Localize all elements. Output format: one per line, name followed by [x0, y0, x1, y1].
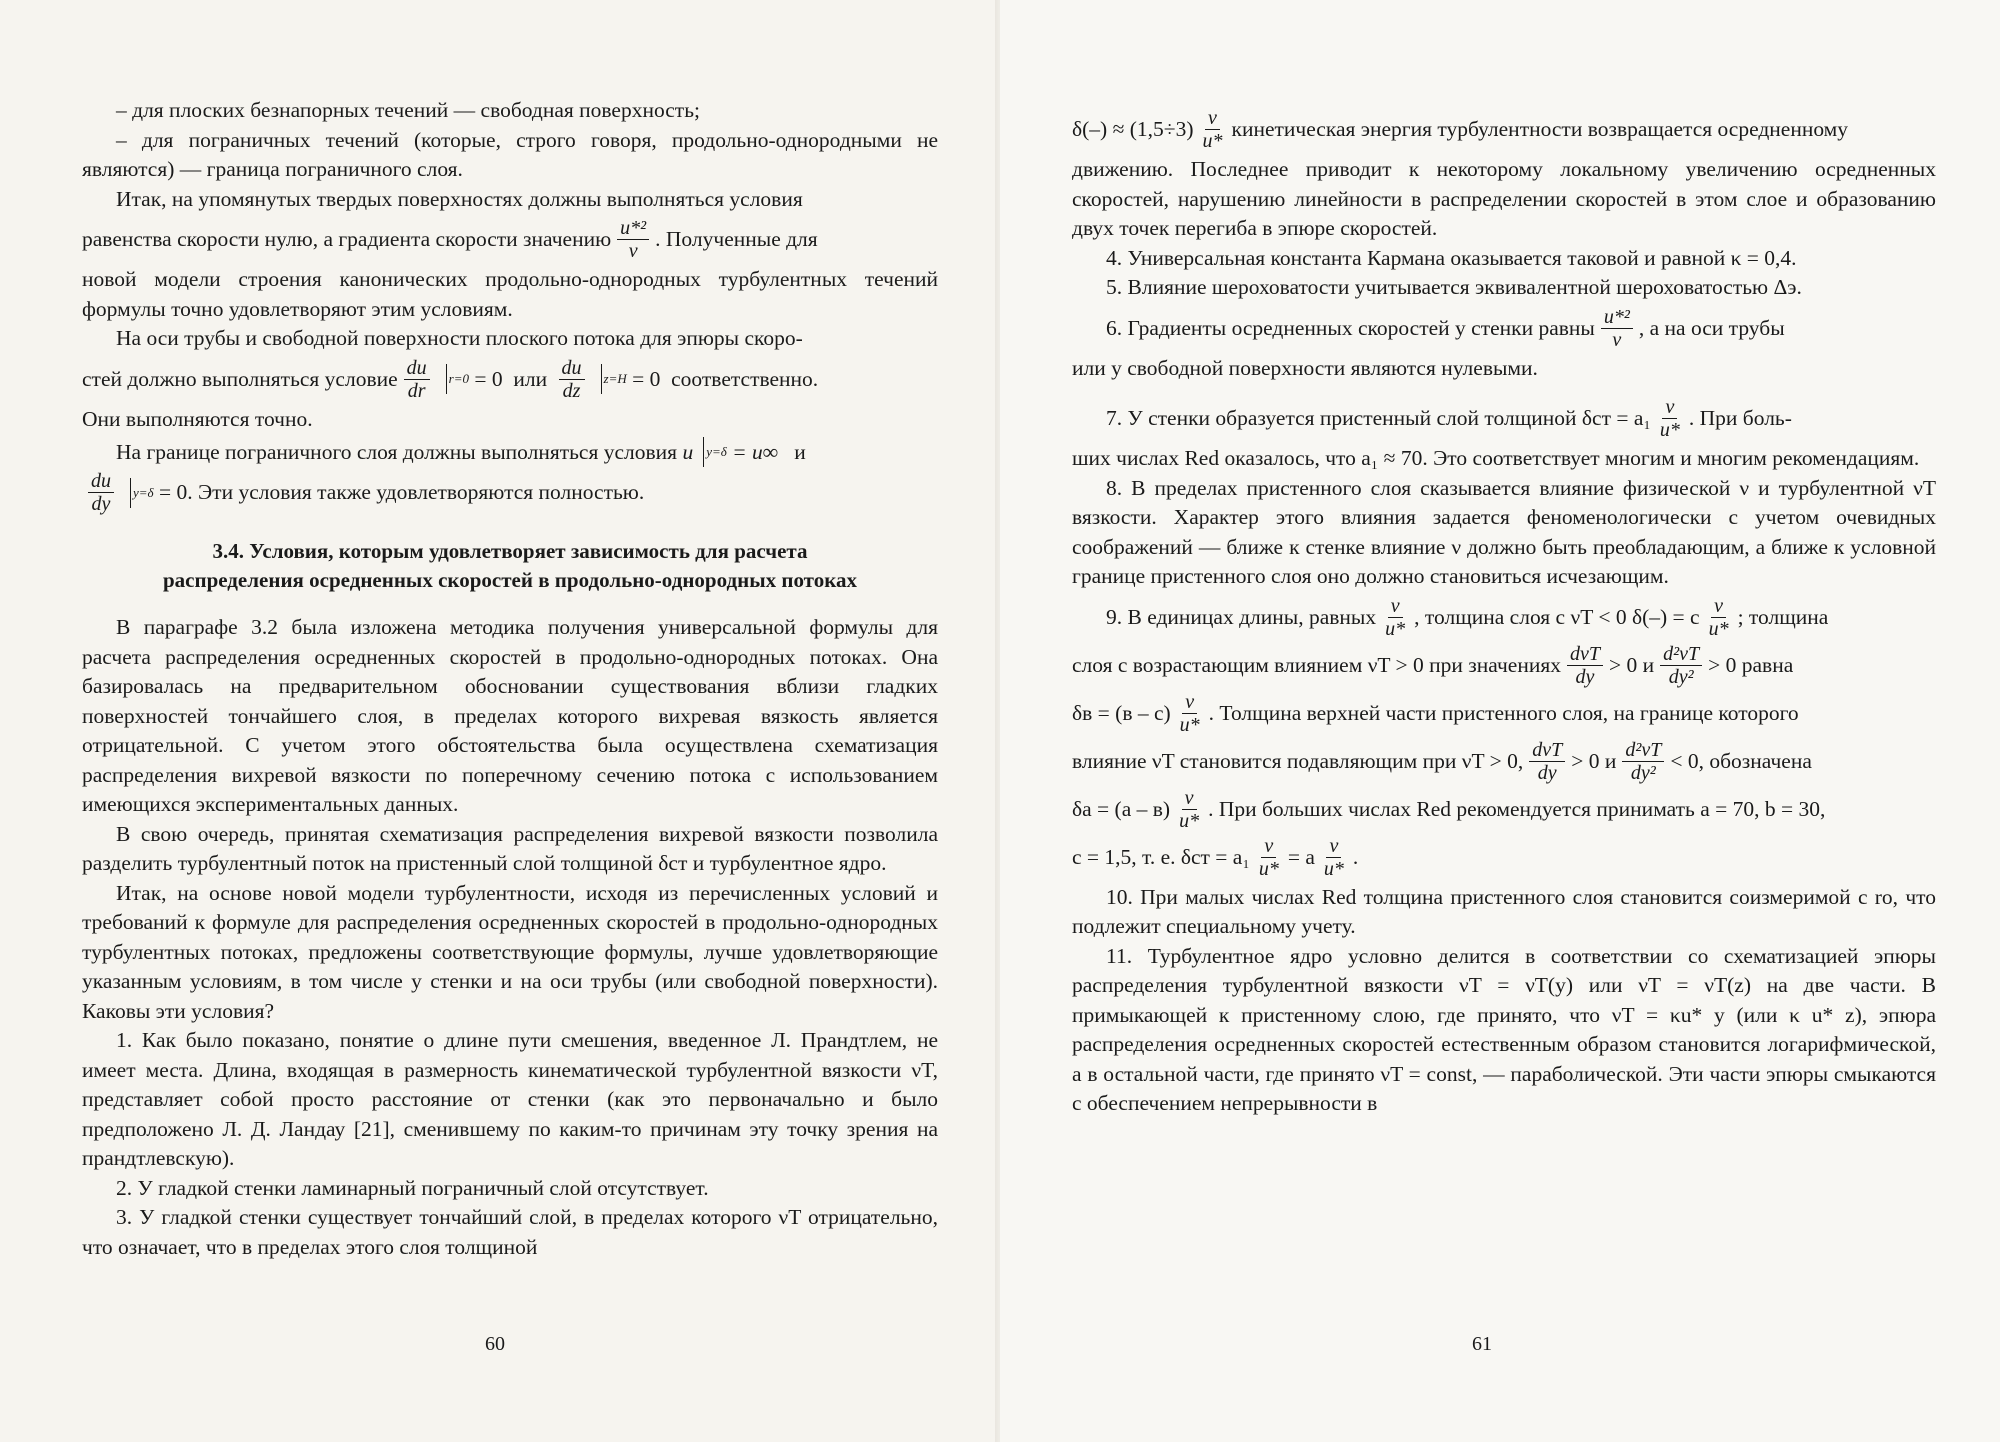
fraction: $\frac{du}{dy}$	[88, 470, 114, 515]
page-number: 61	[1472, 1333, 1492, 1355]
formula-line: 6. Градиенты осредненных скоростей у стенки равны $\frac{\text{u*²}}{\nu}$ , а на оси трубы	[1106, 305, 1785, 351]
list-item: 5. Влияние шероховатости учитывается эквивалентной шероховатостью Δэ.	[1106, 275, 1802, 299]
fraction: $\frac{\nu}{u*}$	[1179, 690, 1200, 736]
list-item: 8. В пределах пристенного слоя сказывается влияние физической ν и турбулентной νT вязкости. Характер этого влияния задается феноменологически с учетом очевидных соображений — ближе к стенке влияние ν должно быть преобладающим, а ближе к условной границе пристенного слоя оно должно становиться исчезающим.	[1072, 475, 1936, 588]
formula-line: 9. В единицах длины, равных $\frac{\nu}{u*}$ , толщина слоя с νT < 0 δ(–) = c $\frac{\nu}{u*}$ ; толщина	[1106, 594, 1829, 640]
fraction: $\frac{\text{d²νT}}{\text{dy²}}$	[1622, 739, 1664, 784]
formula-line: $\frac{du}{dy}$ y=δ = 0 . Эти условия также удовлетворяются полностью.	[82, 470, 938, 515]
formula-line: δ(–) ≈ (1,5÷3) $\frac{\nu}{u*}$ кинетическая энергия турбулентности возвращается осредненному	[1072, 107, 1849, 152]
fraction: $\frac{\nu}{u*}$	[1323, 834, 1344, 880]
paragraph: Итак, на основе новой модели турбулентности, исходя из перечисленных условий и требований к формуле для распределения осредненных скоростей в продольно-однородных турбулентных потоках, предложены соответствующие формулы, лучше удовлетворяющие указанным условиям, в том числе у стенки и на оси трубы (или свободной поверхности). Каковы эти условия?	[82, 880, 938, 1023]
text-line: На оси трубы и свободной поверхности плоского потока для эпюры скоро-	[116, 326, 803, 350]
paragraph: В свою очередь, принятая схематизация распределения вихревой вязкости позволила разделить турбулентный поток на пристенный слой толщиной δст и турбулентное ядро.	[82, 821, 938, 875]
text-line: Они выполняются точно.	[82, 406, 313, 431]
formula-line: слоя с возрастающим влиянием νT > 0 при значениях $\frac{\text{dνT}}{dy}$ > 0 и $\frac{\text{d²νT}}{\text{dy²}}$ > 0 равна	[1072, 642, 1794, 688]
fraction: $\frac{du}{dz}$	[559, 357, 585, 402]
fraction: $\frac{du}{dr}$	[404, 357, 430, 402]
formula-line: c = 1,5, т. е. δст = a₁ $\frac{\nu}{u*}$ = a $\frac{\nu}{u*}$ .	[1072, 834, 1359, 880]
fraction: $\frac{\text{u*²}}{\nu}$	[1601, 306, 1633, 351]
text-line: или у свободной поверхности являются нулевыми.	[1072, 355, 1538, 380]
paragraph: 2. У гладкой стенки ламинарный пограничный слой отсутствует.	[116, 1175, 709, 1200]
fraction: $\frac{\nu}{u*}$	[1659, 396, 1680, 441]
fraction: $\frac{\text{dνT}}{dy}$	[1529, 739, 1565, 784]
formula-line: равенства скорости нулю, а градиента скорости значению $\frac{\text{u*²}}{\nu}$ . Полученные для	[82, 217, 818, 262]
section-heading: 3.4. Условия, которым удовлетворяет зависимость для расчета распределения осредненных скоростей в продольно-однородных потоках	[162, 539, 858, 592]
page-number: 60	[485, 1333, 505, 1355]
fraction: $\frac{\text{u*²}}{\nu}$	[617, 217, 649, 262]
fraction: $\frac{\text{d²νT}}{\text{dy²}}$	[1660, 643, 1702, 688]
fraction: $\frac{\nu}{u*}$	[1202, 107, 1223, 152]
paragraph: 3. У гладкой стенки существует тончайший слой, в пределах которого νT отрицательно, что означает, что в пределах этого слоя толщиной	[82, 1205, 938, 1259]
text-line: ших числах Red оказалось, что a₁ ≈ 70. Это соответствует многим и многим рекомендациям.	[1072, 446, 1920, 470]
text-line: – для пограничных течений (которые, строго говоря, продольно-однородными не являются) — граница пограничного слоя.	[82, 127, 938, 181]
paragraph: 1. Как было показано, понятие о длине пути смешения, введенное Л. Прандтлем, не имеет места. Длина, входящая в размерность кинематической турбулентной вязкости νT, представляет собой просто расстояние от стенки (как это первоначально и было предположено Л. Д. Ландау [21], сменившему по каким-то причинам эту точку зрения на прандтлевскую).	[82, 1028, 938, 1170]
fraction: $\frac{\nu}{u*}$	[1708, 594, 1729, 640]
formula-line: δa = (a – в) $\frac{\nu}{u*}$ . При больших числах Red рекомендуется принимать a = 70, b = 30,	[1072, 786, 1826, 832]
fraction: $\frac{\text{dνT}}{dy}$	[1567, 643, 1603, 688]
text-line: новой модели строения канонических продольно-однородных турбулентных течений формулы точно удовлетворяют этим условиям.	[82, 267, 938, 321]
text-line: Итак, на упомянутых твердых поверхностях должны выполняться условия	[116, 186, 803, 211]
formula-line: влияние νT становится подавляющим при νT > 0, $\frac{\text{dνT}}{dy}$ > 0 и $\frac{\text{d²νT}}{\text{dy²}}$ < 0, обозначена	[1072, 738, 1812, 784]
paragraph: движению. Последнее приводит к некоторому локальному увеличению осредненных скоростей, нарушению линейности в распределении скоростей в этом слое и образованию двух точек перегиба в эпюре скоростей.	[1072, 157, 1936, 240]
formula-line: стей должно выполняться условие $\frac{du}{dr}$ r=0 = 0 или $\frac{du}{dz}$ z=H = 0 соответственно.	[82, 356, 819, 402]
formula-line: На границе пограничного слоя должны выполняться условия u y=δ = u∞ и	[116, 437, 938, 467]
fraction: $\frac{\nu}{u*}$	[1179, 786, 1200, 832]
formula-line: δв = (в – c) $\frac{\nu}{u*}$ . Толщина верхней части пристенного слоя, на границе которого	[1072, 690, 1799, 736]
list-item: 11. Турбулентное ядро условно делится в соответствии со схематизацией эпюры распределения турбулентной вязкости νT = νT(y) или νT = νT(z) на две части. В примыкающей к пристенному слою, где принято, что νT = κu* y (или κ u* z), эпюра распределения осредненных скоростей естественным образом становится логарифмической, а в остальной части, где принято νT = const, — параболической. Эти части эпюры смыкаются с обеспечением непрерывности в	[1072, 943, 1936, 1115]
fraction: $\frac{\nu}{u*}$	[1258, 834, 1279, 880]
list-item: 10. При малых числах Red толщина пристенного слоя становится соизмеримой с ro, что подлежит специальному учету.	[1072, 884, 1936, 938]
fraction: $\frac{\nu}{u*}$	[1385, 594, 1406, 640]
right-page	[1000, 0, 2000, 1442]
list-item: 4. Универсальная константа Кармана оказывается таковой и равной κ = 0,4.	[1106, 245, 1797, 270]
paragraph: В параграфе 3.2 была изложена методика получения универсальной формулы для расчета распределения осредненных скоростей в продольно-однородных потоках. Она базировалась на предварительном обосновании существования вблизи гладких поверхностей тончайшего слоя, в пределах которого вихревая вязкость является отрицательной. С учетом этого обстоятельства была осуществлена схематизация распределения вихревой вязкости по поперечному сечению потока с использованием имеющихся экспериментальных данных.	[82, 615, 938, 816]
formula-line: 7. У стенки образуется пристенный слой толщиной δст = a₁ $\frac{\nu}{u*}$ . При боль-	[1106, 396, 1792, 441]
text-line: – для плоских безнапорных течений — свободная поверхность;	[116, 98, 700, 122]
